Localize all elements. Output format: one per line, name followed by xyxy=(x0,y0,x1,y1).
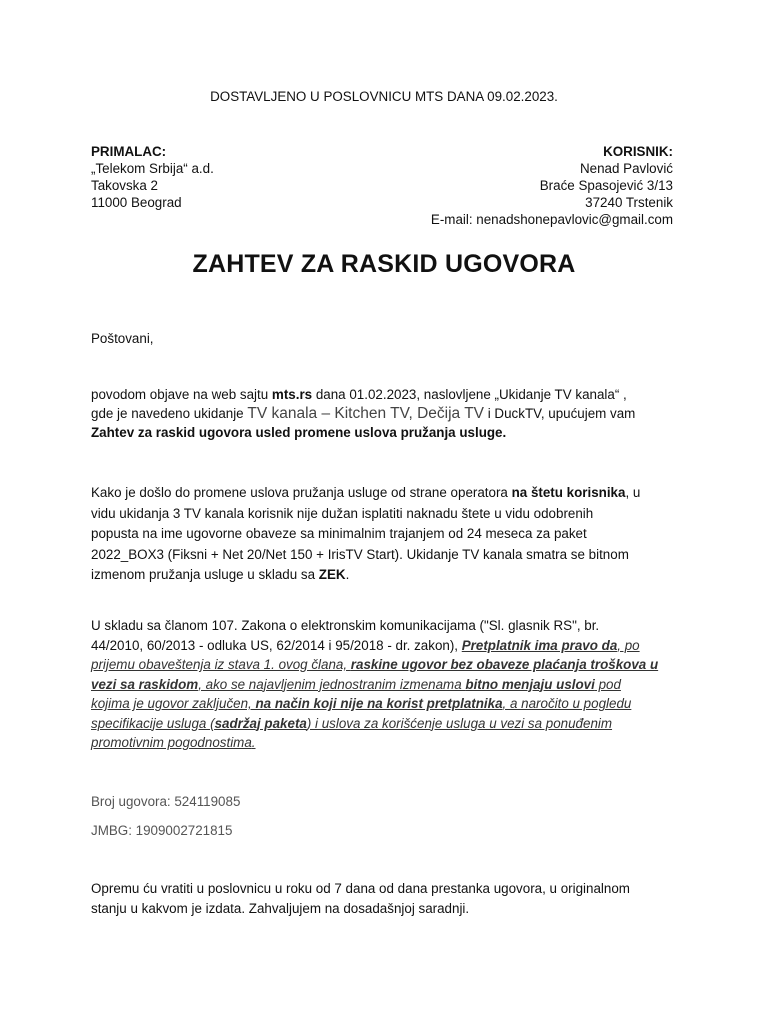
greeting: Poštovani, xyxy=(91,331,154,346)
user-email: E-mail: nenadshonepavlovic@gmail.com xyxy=(430,212,673,227)
recipient-city: 11000 Beograd xyxy=(91,195,182,210)
paragraph-legal: U skladu sa članom 107. Zakona o elektronskim komunikacijama ("Sl. glasnik RS", br. 44/2010, 60/2013 - odluka US, 62/2014 i 95/2018 - dr. zakon), Pretplatnik ima pravo da, po prijemu obaveštenja iz stava 1. ovog člana, raskine ugovor bez obaveze plaćanja troškova u vezi sa raskidom, ako se najavljenim jednostranim izmenama bitno menjaju uslovi pod kojima je ugovor zaključen, na način koji nije na korist pretplatnika, a naročito u pogledu specifikacije usluga (sadržaj paketa) i uslova za korišćenje usluga u vezi sa ponuđenim promotivnim pogodnostima. xyxy=(91,618,659,750)
contract-number: Broj ugovora: 524119085 xyxy=(91,794,241,809)
user-city: 37240 Trstenik xyxy=(585,195,673,210)
recipient-block xyxy=(91,143,214,211)
recipient-heading: PRIMALAC: xyxy=(91,144,167,159)
recipient-street: Takovska 2 xyxy=(91,178,158,193)
user-name: Nenad Pavlović xyxy=(579,161,673,176)
document-title: ZAHTEV ZA RASKID UGOVORA xyxy=(192,250,576,278)
jmbg-number: JMBG: 1909002721815 xyxy=(91,823,233,838)
user-street: Braće Spasojević 3/13 xyxy=(539,178,673,193)
paragraph-conditions: Kako je došlo do promene uslova pružanja usluge od strane operatora na štetu korisnika, u vidu ukidanja 3 TV kanala korisnik nije dužan isplatiti naknadu štete u vidu odobrenih popusta na ime ugovorne obaveze sa minimalnim trajanjem od 24 meseca za paket 2022_BOX3 (Fiksni + Net 20/Net 150 + IrisTV Start). Ukidanje TV kanala smatra se bitnom izmenom pružanja usluge u skladu sa ZEK. xyxy=(91,485,641,582)
paragraph-announcement: povodom objave na web sajtu mts.rs dana 01.02.2023, naslovljene „Ukidanje TV kanala“ , gde je navedeno ukidanje TV kanala – Kitchen TV, Dečija TV i DuckTV, upućujem vam Zahtev za raskid ugovora usled promene uslova pružanja usluge. xyxy=(91,387,636,440)
delivery-note: DOSTAVLJENO U POSLOVNICU MTS DANA 09.02.2023. xyxy=(210,89,558,104)
user-block xyxy=(431,143,673,228)
recipient-name: „Telekom Srbija“ a.d. xyxy=(91,161,214,176)
paragraph-closing: Opremu ću vratiti u poslovnicu u roku od 7 dana od dana prestanka ugovora, u originalnom stanju u kakvom je izdata. Zahvaljujem na dosadašnjoj saradnji. xyxy=(91,881,630,916)
user-heading: KORISNIK: xyxy=(603,144,673,159)
